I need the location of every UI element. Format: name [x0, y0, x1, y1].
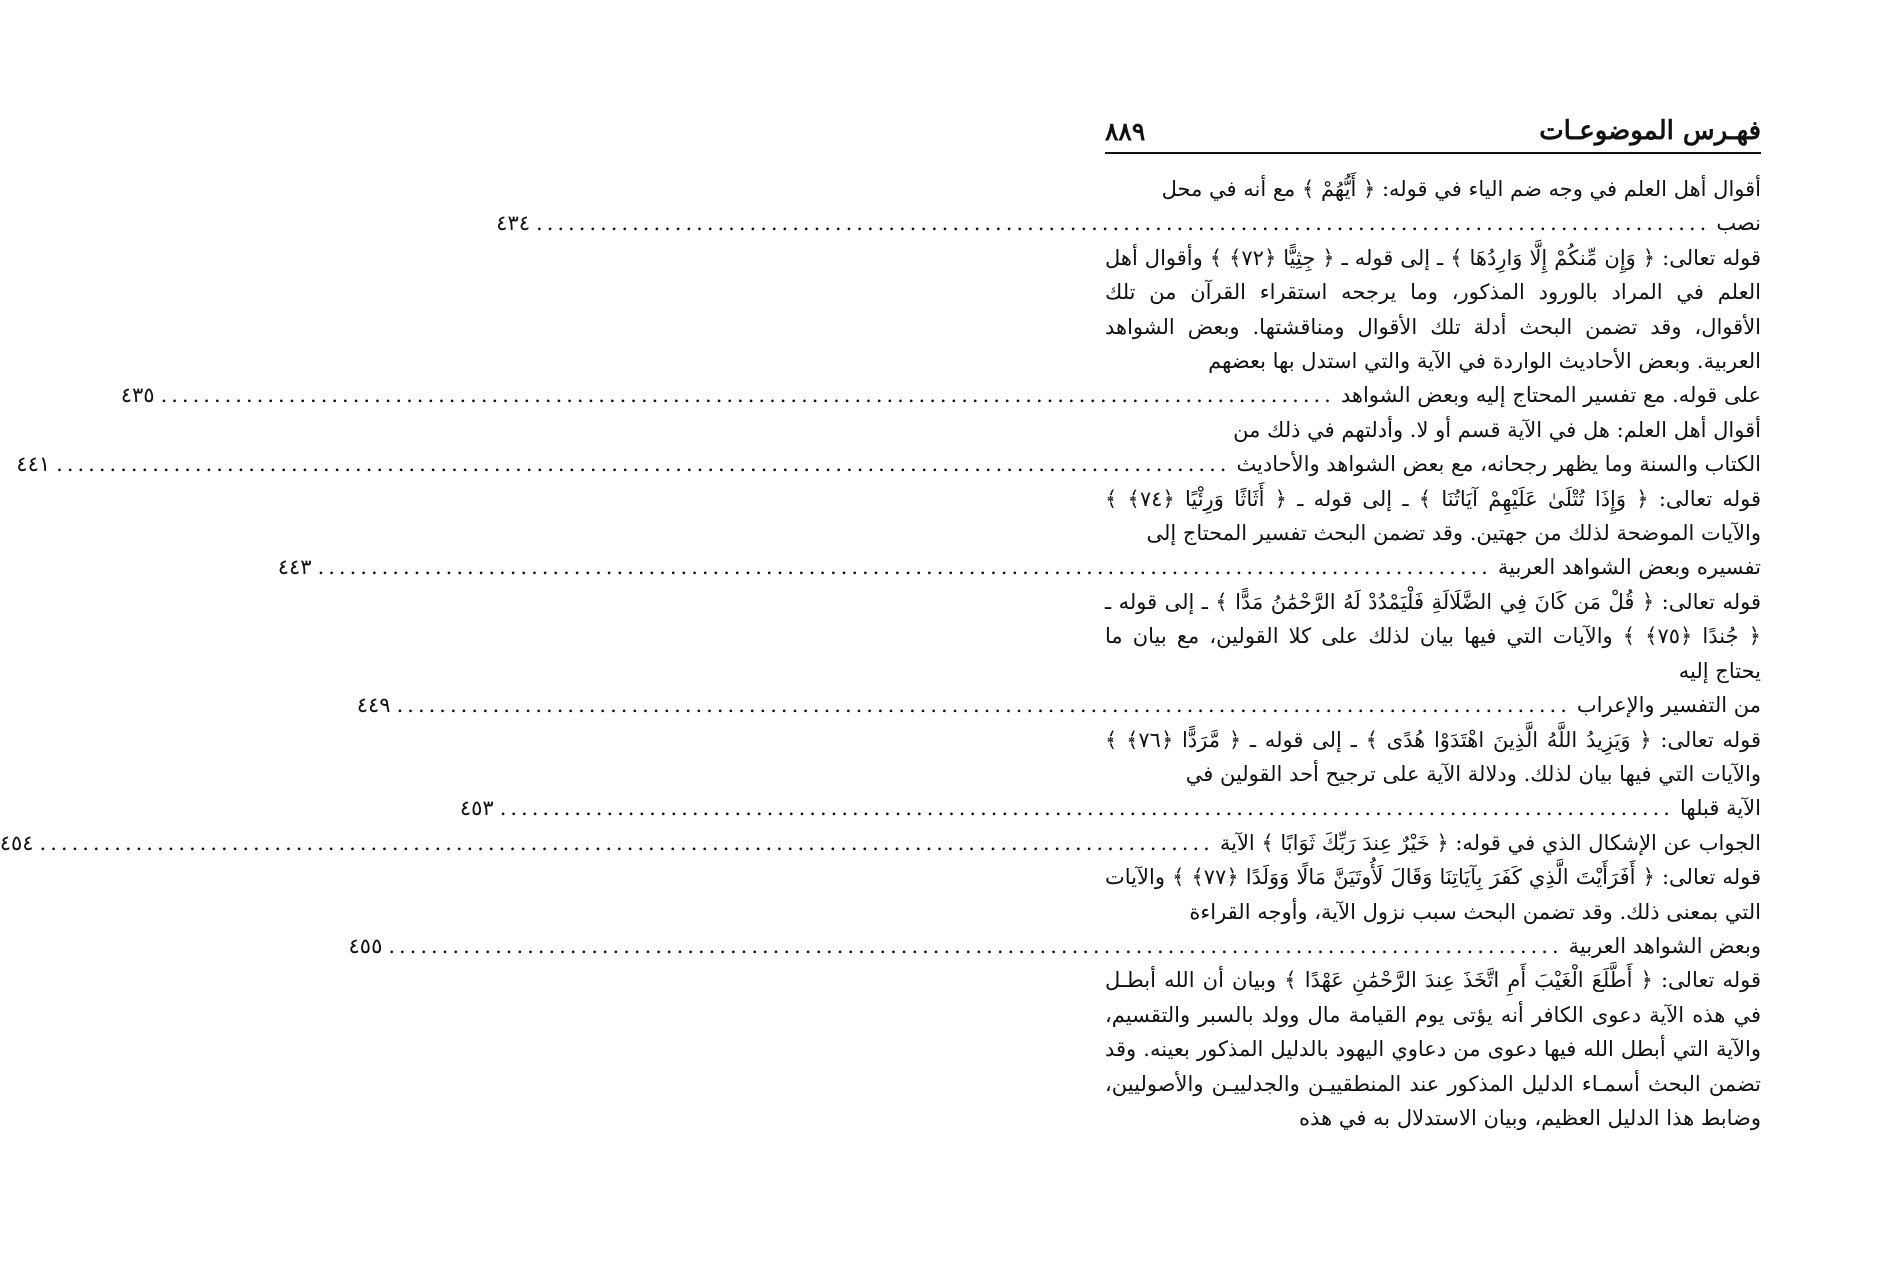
entry-page-line: [459, 791, 1761, 825]
entry-final-line: من التفسير والإعراب: [1576, 693, 1761, 718]
entry-text: قوله تعالى: ﴿ وَيَزِيدُ اللَّهُ الَّذِينَ اهْتَدَوْا هُدًى ﴾ ـ إلى قوله ـ ﴿ مَّرَدًّا ﴿٧٦﴾ ﴾ والآيات التي فيها بيان لذلك. ودلالة الآية على ترجيح أحد القولين في: [1105, 727, 1761, 786]
entry-text: قوله تعالى: ﴿ أَطَّلَعَ الْغَيْبَ أَمِ اتَّخَذَ عِندَ الرَّحْمَٰنِ عَهْدًا ﴾ وبيان أن الله أبطـل في هذه الآية دعوى الكافر أنه يؤتى يوم القيامة مال وولد بالسبر والتقسيم، والآية التي أبطل الله فيها دعوى من دعاوي اليهود بالدليل المذكور بعينه. وقد تضمن البحث أسمـاء الدليل المذكور عند المنطقييـن والجدلييـن والأصوليين، وضابط هذا الدليل العظيم، وبيان الاستدلال به في هذه: [1105, 968, 1761, 1130]
entry-page-line: [120, 378, 1761, 412]
entry-text: أقوال أهل العلم في وجه ضم الياء في قوله: ﴿ أَيُّهُمْ ﴾ مع أنه في محل: [1161, 177, 1761, 201]
index-entry: [277, 482, 1761, 585]
entry-page-line: [356, 688, 1761, 722]
entry-text: أقوال أهل العلم: هل في الآية قسم أو لا. وأدلتهم في ذلك من: [1233, 417, 1761, 442]
entry-page-line: [16, 447, 1761, 481]
page-header: [1105, 112, 1761, 154]
page-reference: ٤٤١: [16, 452, 51, 477]
entry-final-line: وبعض الشواهد العربية: [1568, 933, 1761, 958]
running-title: فهـرس الموضوعـات: [1539, 116, 1761, 146]
page-reference: ٤٥٥: [348, 933, 383, 958]
entry-page-line: [277, 550, 1761, 584]
index-entry: [1105, 963, 1761, 1135]
page-number: ٨٨٩: [1105, 117, 1146, 146]
leader-dots: ..............................................................................................................: [56, 452, 1231, 477]
entry-page-line: [348, 929, 1761, 963]
entry-page-line: [496, 206, 1761, 240]
index-entry: [16, 413, 1761, 482]
index-entry: [356, 585, 1761, 723]
index-entry: [348, 860, 1761, 963]
page-reference: ٤٤٣: [277, 555, 312, 580]
entry-text: قوله تعالى: ﴿ وَإِذَا تُتْلَىٰ عَلَيْهِمْ آيَاتُنَا ﴾ ـ إلى قوله ـ ﴿ أَثَاثًا وَرِئْيًا ﴿٧٤﴾ ﴾ والآيات الموضحة لذلك من جهتين. وقد تضمن البحث تفسير المحتاج إلى: [1105, 486, 1761, 546]
leader-dots: ..............................................................................................................: [160, 383, 1335, 408]
leader-dots: ..............................................................................................................: [396, 693, 1571, 718]
leader-dots: ..............................................................................................................: [317, 555, 1492, 580]
entry-final-line: الجواب عن الإشكال الذي في قوله: ﴿ خَيْرٌ عِندَ رَبِّكَ ثَوَابًا ﴾ الآية: [1219, 830, 1761, 855]
entry-text: قوله تعالى: ﴿ أَفَرَأَيْتَ الَّذِي كَفَرَ بِآيَاتِنَا وَقَالَ لَأُوتَيَنَّ مَالًا وَوَلَدًا ﴿٧٧﴾ ﴾ والآيات التي بمعنى ذلك. وقد تضمن البحث سبب نزول الآية، وأوجه القراءة: [1105, 865, 1761, 924]
entry-final-line: الآية قبلها: [1680, 796, 1761, 821]
entry-final-line: على قوله. مع تفسير المحتاج إليه وبعض الشواهد: [1340, 383, 1761, 408]
entry-final-line: الكتاب والسنة وما يظهر رجحانه، مع بعض الشواهد والأحاديث: [1236, 452, 1761, 477]
page-reference: ٤٥٣: [459, 796, 494, 821]
page-reference: ٤٣٤: [496, 211, 531, 236]
leader-dots: ..............................................................................................................: [536, 211, 1711, 236]
entry-final-line: نصب: [1716, 211, 1761, 236]
index-entry: [459, 723, 1761, 826]
page-reference: ٤٥٤: [0, 830, 34, 855]
index-entry: [0, 826, 1761, 860]
leader-dots: ..............................................................................................................: [39, 830, 1214, 855]
entry-final-line: تفسيره وبعض الشواهد العربية: [1497, 555, 1761, 580]
entry-page-line: [0, 826, 1761, 860]
leader-dots: ..............................................................................................................: [388, 933, 1563, 958]
index-entry: [496, 172, 1761, 241]
page-reference: ٤٤٩: [356, 693, 391, 718]
entry-text: قوله تعالى: ﴿ قُلْ مَن كَانَ فِي الضَّلَالَةِ فَلْيَمْدُدْ لَهُ الرَّحْمَٰنُ مَدًّا ﴾ ـ إلى قوله ـ ﴿ جُندًا ﴿٧٥﴾ ﴾ والآيات التي فيها بيان لذلك على كلا القولين، مع بيان ما يحتاج إليه: [1105, 589, 1761, 683]
index-entries: [0, 172, 1762, 1135]
index-entry: [120, 241, 1762, 413]
entry-text: قوله تعالى: ﴿ وَإِن مِّنكُمْ إِلَّا وَارِدُهَا ﴾ ـ إلى قوله ـ ﴿ جِثِيًّا ﴿٧٢﴾ ﴾ وأقوال أهل العلم في المراد بالورود المذكور، وما يرجحه استقراء القرآن من تلك الأقوال، وقد تضمن البحث أدلة تلك الأقوال ومناقشتها. وبعض الشواهد العربية. وبعض الأحاديث الواردة في الآية والتي استدل بها بعضهم: [1105, 245, 1762, 374]
page-reference: ٤٣٥: [120, 383, 155, 408]
leader-dots: ..............................................................................................................: [499, 796, 1674, 821]
